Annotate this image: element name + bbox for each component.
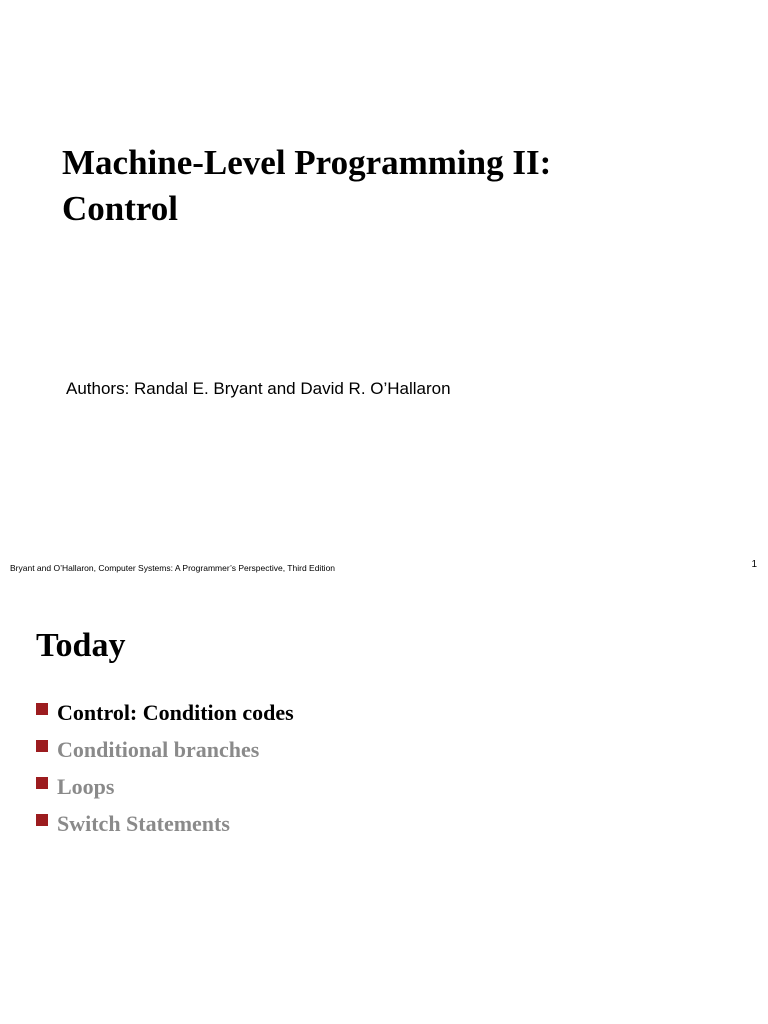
square-bullet-icon [36, 814, 48, 826]
bullet-label: Switch Statements [57, 811, 230, 836]
bullet-label: Conditional branches [57, 737, 260, 762]
square-bullet-icon [36, 703, 48, 715]
slide-2 [0, 576, 768, 1024]
title-line-2: Control [62, 189, 179, 228]
square-bullet-icon [36, 740, 48, 752]
title-line-1: Machine-Level Programming II: [62, 143, 552, 182]
bullet-label: Loops [57, 774, 115, 799]
list-item [36, 735, 294, 772]
slide-title [62, 140, 702, 232]
bullet-list [36, 698, 294, 846]
list-item [36, 698, 294, 735]
footer-citation: Bryant and O’Hallaron, Computer Systems: A Programmer’s Perspective, Third Edition [10, 563, 336, 573]
bullet-label: Control: Condition codes [57, 700, 294, 725]
list-item [36, 809, 294, 846]
square-bullet-icon [36, 777, 48, 789]
authors-text: Authors: Randal E. Bryant and David R. O’Hallaron [66, 379, 451, 398]
slide-title: Today [36, 627, 126, 664]
slide-footer [0, 548, 768, 573]
page-number: 1 [751, 559, 757, 570]
list-item [36, 772, 294, 809]
